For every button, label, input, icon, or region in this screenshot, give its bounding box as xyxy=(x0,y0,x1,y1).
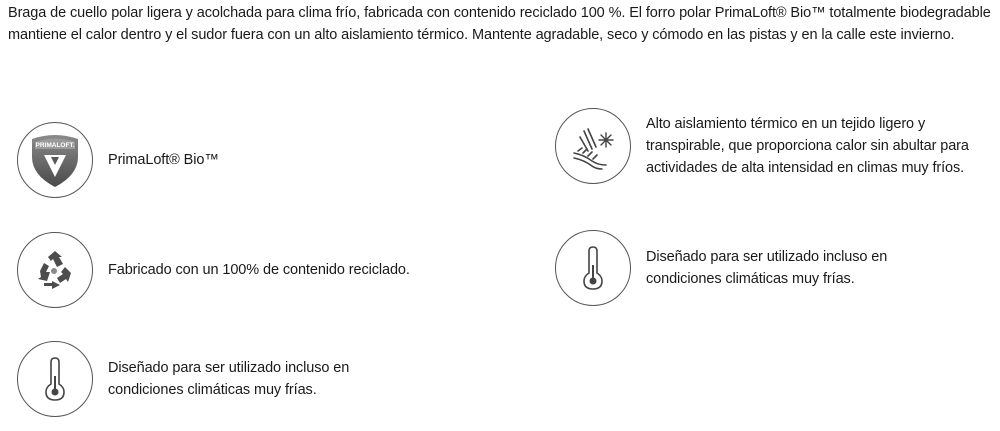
primaloft-logo-icon xyxy=(17,122,93,198)
feature-label: Diseñado para ser utilizado incluso en condiciones climáticas muy frías. xyxy=(646,249,888,287)
feature-cold-climate xyxy=(17,341,408,417)
recycle-icon xyxy=(17,232,93,308)
feature-primaloft xyxy=(17,122,488,198)
thermometer-icon xyxy=(17,341,93,417)
thermometer-icon xyxy=(555,230,631,306)
feature-label: Diseñado para ser utilizado incluso en condiciones climáticas muy frías. xyxy=(108,360,350,398)
product-description: Braga de cuello polar ligera y acolchada para clima frío, fabricada con contenido reciclado 100 %. El forro polar PrimaLoft® Bio™ totalmente biodegradable mantiene el calor dentro y el sudor fuera con un alto aislamiento térmico. Mantente agradable, seco y cómodo en las pistas y en la calle este invierno. xyxy=(8,5,991,43)
feature-thermal-insulation xyxy=(555,108,996,184)
feature-label: Fabricado con un 100% de contenido reciclado. xyxy=(108,262,410,278)
feature-cold-climate xyxy=(555,230,946,306)
thermal-insulation-icon xyxy=(555,108,631,184)
primaloft-logo-text: PRIMALOFT. xyxy=(35,142,75,149)
feature-label: Alto aislamiento térmico en un tejido ligero y transpirable, que proporciona calor sin abultar para actividades de alta intensidad en climas muy fríos. xyxy=(646,116,969,176)
feature-recycled xyxy=(17,232,488,308)
feature-label: PrimaLoft® Bio™ xyxy=(108,152,219,168)
